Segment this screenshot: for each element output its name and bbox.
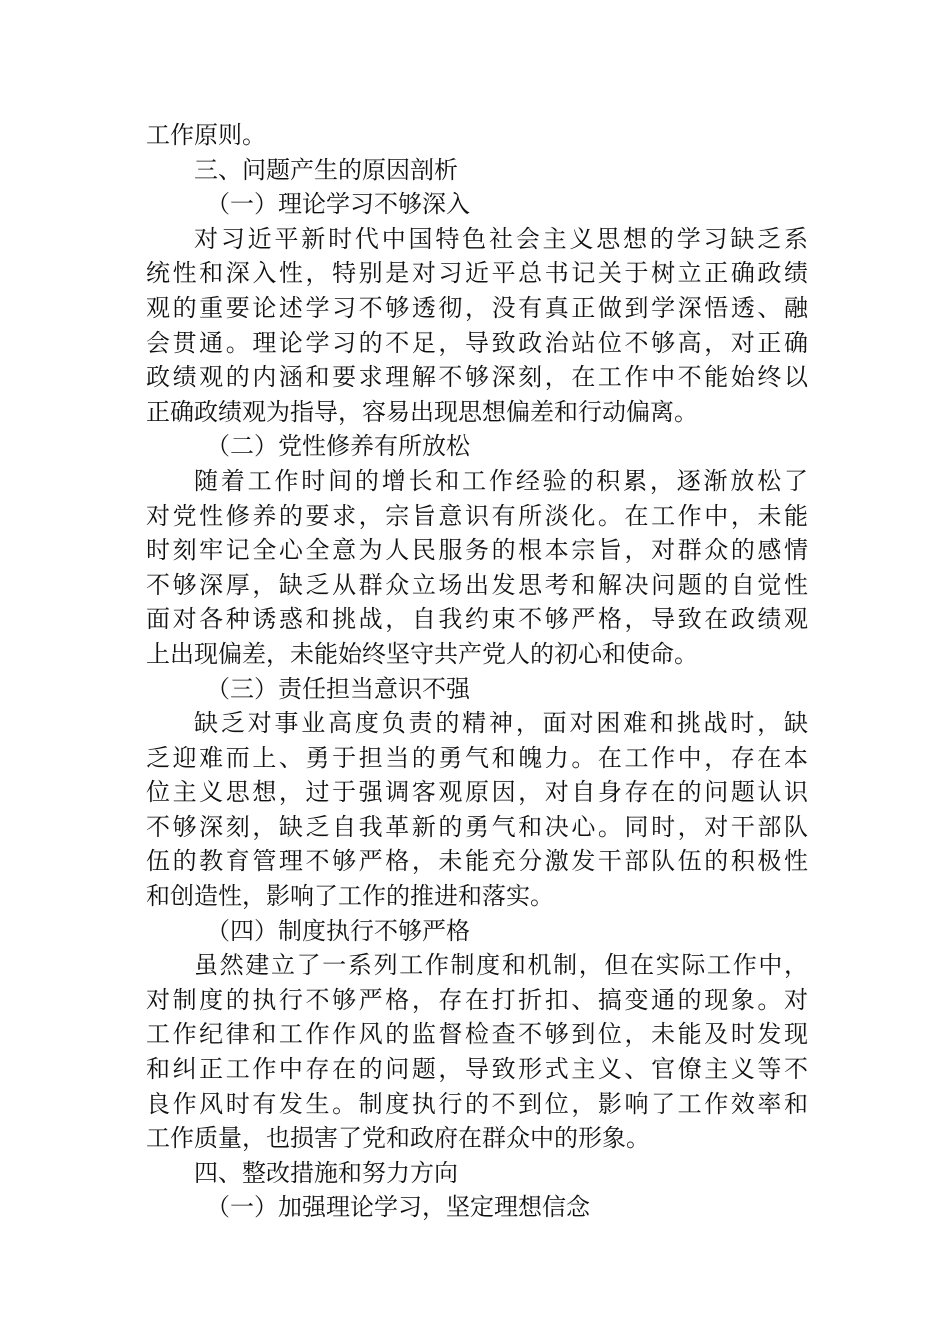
paragraph-line: 乏迎难而上、勇于担当的勇气和魄力。在工作中，存在本 xyxy=(146,743,808,772)
paragraph-line: 伍的教育管理不够严格，未能充分激发干部队伍的积极性 xyxy=(146,847,808,876)
paragraph-line: 对制度的执行不够严格，存在打折扣、搞变通的现象。对 xyxy=(146,985,808,1014)
paragraph-line: 随着工作时间的增长和工作经验的积累，逐渐放松了 xyxy=(194,466,808,495)
subsection-heading: （四）制度执行不够严格 xyxy=(206,916,470,945)
document-body xyxy=(146,118,808,1225)
paragraph-line: 对党性修养的要求，宗旨意识有所淡化。在工作中，未能 xyxy=(146,501,808,530)
section-heading: 三、问题产生的原因剖析 xyxy=(194,155,458,184)
paragraph-line: 时刻牢记全心全意为人民服务的根本宗旨，对群众的感情 xyxy=(146,536,808,565)
paragraph-line: 良作风时有发生。制度执行的不到位，影响了工作效率和 xyxy=(146,1089,808,1118)
paragraph-line: 上出现偏差，未能始终坚守共产党人的初心和使命。 xyxy=(146,639,698,668)
paragraph-line: 和纠正工作中存在的问题，导致形式主义、官僚主义等不 xyxy=(146,1055,808,1084)
subsection-heading: （一）加强理论学习，坚定理想信念 xyxy=(206,1193,590,1222)
paragraph-line: 工作原则。 xyxy=(146,121,266,149)
paragraph-line: 不够深刻，缺乏自我革新的勇气和决心。同时，对干部队 xyxy=(146,812,808,841)
paragraph-line: 缺乏对事业高度负责的精神，面对困难和挑战时，缺 xyxy=(194,709,808,738)
section-heading: 四、整改措施和努力方向 xyxy=(194,1158,458,1187)
paragraph-line: 正确政绩观为指导，容易出现思想偏差和行动偏离。 xyxy=(146,397,698,426)
paragraph-line: 统性和深入性，特别是对习近平总书记关于树立正确政绩 xyxy=(146,259,808,288)
paragraph-line: 不够深厚，缺乏从群众立场出发思考和解决问题的自觉性 xyxy=(146,570,808,599)
subsection-heading: （二）党性修养有所放松 xyxy=(206,432,470,461)
paragraph-line: 会贯通。理论学习的不足，导致政治站位不够高，对正确 xyxy=(146,328,808,357)
paragraph-line: 政绩观的内涵和要求理解不够深刻，在工作中不能始终以 xyxy=(146,363,808,392)
subsection-heading: （三）责任担当意识不强 xyxy=(206,674,470,703)
paragraph-line: 虽然建立了一系列工作制度和机制，但在实际工作中， xyxy=(194,951,808,980)
paragraph-line: 观的重要论述学习不够透彻，没有真正做到学深悟透、融 xyxy=(146,293,808,322)
paragraph-line: 面对各种诱惑和挑战，自我约束不够严格，导致在政绩观 xyxy=(146,605,808,634)
subsection-heading: （一）理论学习不够深入 xyxy=(206,190,470,219)
paragraph-line: 对习近平新时代中国特色社会主义思想的学习缺乏系 xyxy=(194,224,808,253)
paragraph-line: 工作纪律和工作作风的监督检查不够到位，未能及时发现 xyxy=(146,1020,808,1049)
paragraph-line: 位主义思想，过于强调客观原因，对自身存在的问题认识 xyxy=(146,778,808,807)
paragraph-line: 和创造性，影响了工作的推进和落实。 xyxy=(146,882,554,911)
paragraph-line: 工作质量，也损害了党和政府在群众中的形象。 xyxy=(146,1124,650,1153)
